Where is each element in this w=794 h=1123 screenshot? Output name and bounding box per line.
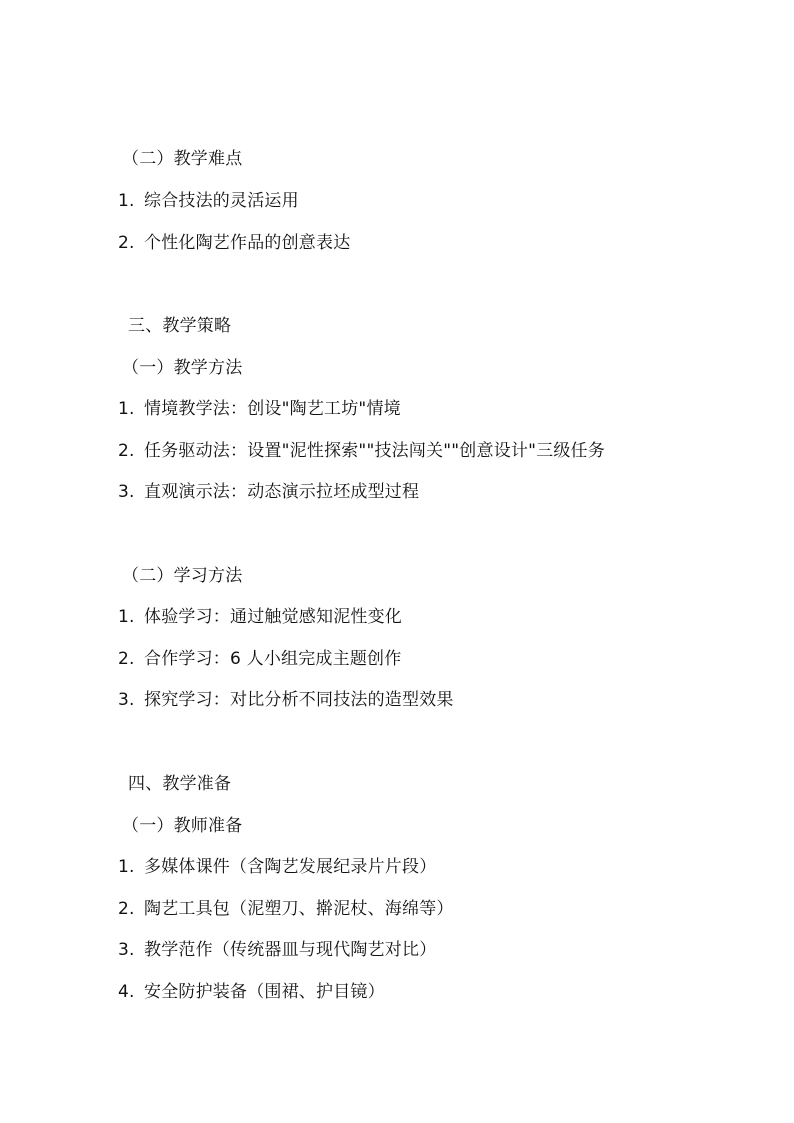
list-item-text: 体验学习：通过触觉感知泥性变化 <box>144 607 402 627</box>
list-number: 3. <box>118 482 135 502</box>
list-item <box>118 939 436 961</box>
list-item-text: 多媒体课件（含陶艺发展纪录片片段） <box>144 857 437 877</box>
list-item-text: 教学范作（传统器皿与现代陶艺对比） <box>144 940 437 960</box>
list-item-text: 探究学习：对比分析不同技法的造型效果 <box>144 690 454 710</box>
list-item-text: 合作学习：6 人小组完成主题创作 <box>144 649 402 669</box>
list-item <box>118 606 402 628</box>
subheading-difficulties: （二）教学难点 <box>122 149 243 169</box>
list-item <box>118 898 454 920</box>
list-item <box>118 981 385 1003</box>
list-number: 1. <box>118 399 135 419</box>
list-number: 1. <box>118 857 135 877</box>
list-item <box>118 648 401 670</box>
list-number: 4. <box>118 982 135 1002</box>
list-item-text: 任务驱动法：设置"泥性探索""技法闯关""创意设计"三级任务 <box>144 441 605 461</box>
list-item <box>118 856 436 878</box>
section-heading-strategy: 三、教学策略 <box>128 316 232 336</box>
list-number: 3. <box>118 690 135 710</box>
list-item-text: 综合技法的灵活运用 <box>144 191 299 211</box>
list-number: 3. <box>118 940 135 960</box>
subheading-learning-methods: （二）学习方法 <box>122 566 243 586</box>
list-number: 1. <box>118 607 135 627</box>
section-heading-preparation: 四、教学准备 <box>128 774 232 794</box>
list-number: 2. <box>118 649 135 669</box>
list-number: 2. <box>118 441 135 461</box>
list-item-text: 安全防护装备（围裙、护目镜） <box>144 982 385 1002</box>
list-item-text: 个性化陶艺作品的创意表达 <box>144 233 351 253</box>
list-item-text: 情境教学法：创设"陶艺工坊"情境 <box>144 399 401 419</box>
list-number: 2. <box>118 899 135 919</box>
list-number: 1. <box>118 191 135 211</box>
list-item-text: 陶艺工具包（泥塑刀、擀泥杖、海绵等） <box>144 899 454 919</box>
list-item-text: 直观演示法：动态演示拉坯成型过程 <box>144 482 420 502</box>
subheading-teaching-methods: （一）教学方法 <box>122 358 243 378</box>
list-item <box>118 232 350 254</box>
list-item <box>118 398 401 420</box>
list-number: 2. <box>118 233 135 253</box>
subheading-teacher-preparation: （一）教师准备 <box>122 816 243 836</box>
list-item <box>118 190 299 212</box>
list-item <box>118 440 605 462</box>
list-item <box>118 689 454 711</box>
list-item <box>118 481 419 503</box>
